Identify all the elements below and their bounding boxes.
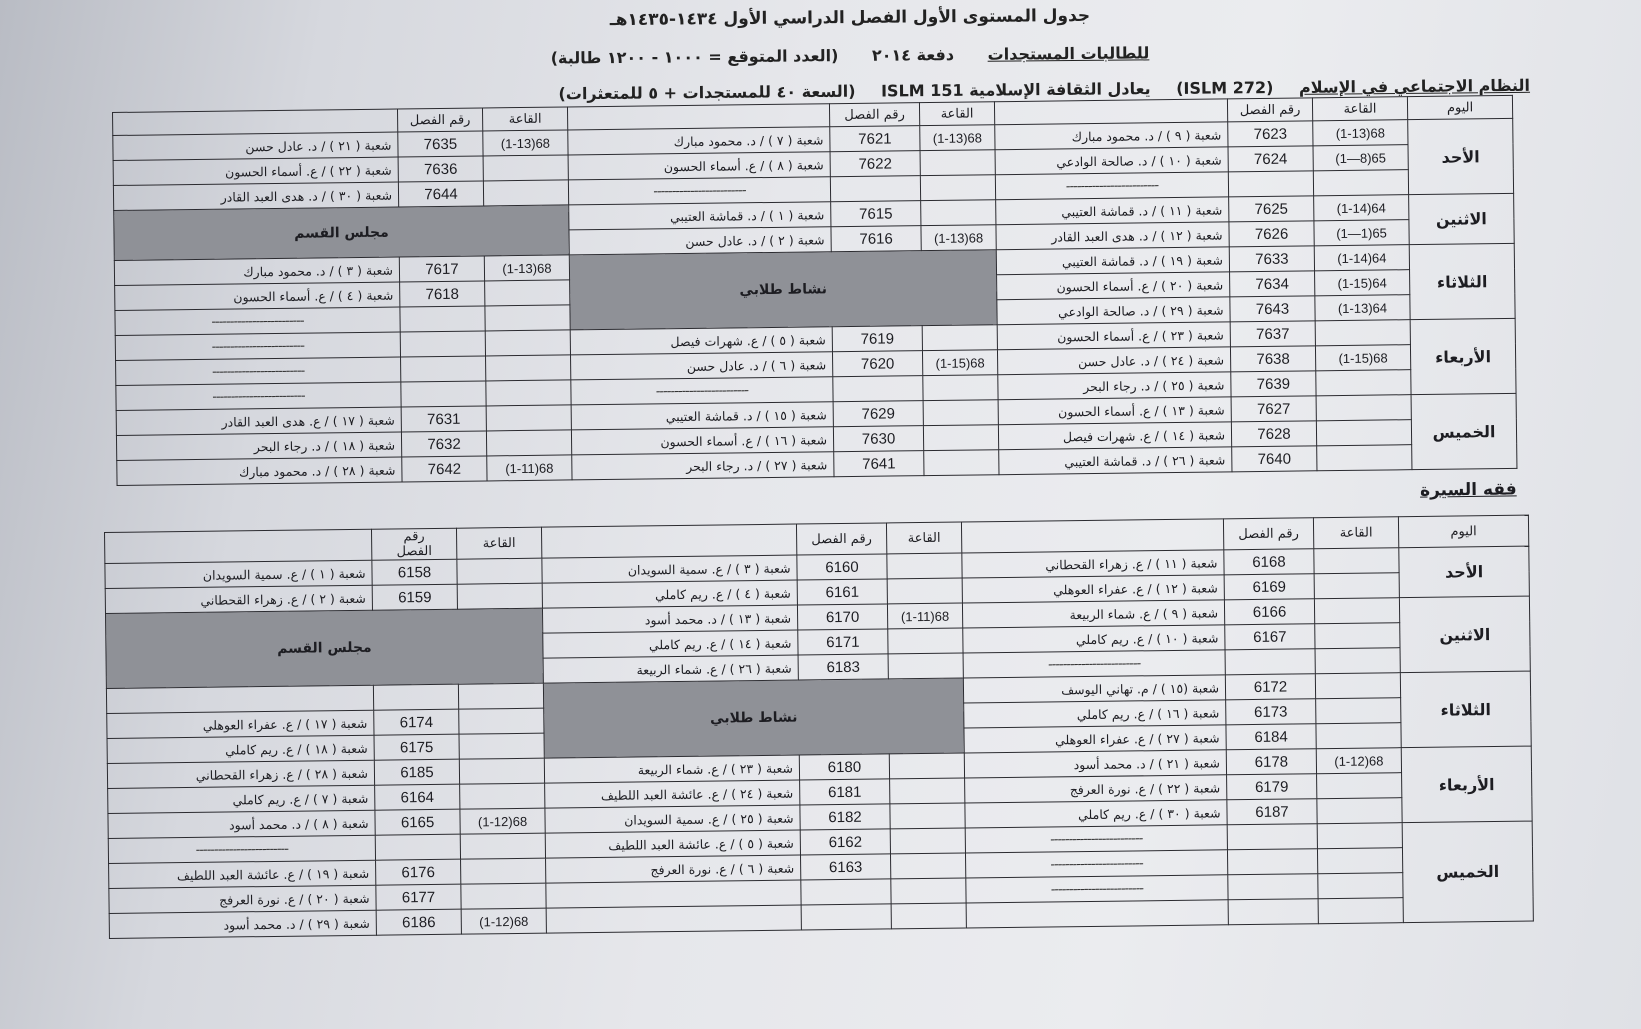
code-cell: 7638: [1230, 346, 1315, 372]
col-code-line2: الفصل: [396, 543, 432, 560]
hall-cell: (1-13)64: [1315, 295, 1410, 321]
section-cell: شعبة ( ٤ ) / ع. ريم كاملي: [542, 580, 797, 608]
code-cell: [830, 176, 920, 202]
code-cell: 7621: [830, 126, 920, 152]
hall-cell: (1-15)64: [1315, 270, 1410, 296]
col-code: رقم الفصل: [397, 108, 482, 132]
code-cell: 7632: [401, 431, 486, 457]
code-cell: 6174: [374, 709, 459, 735]
day-cell: الثلاثاء: [1400, 671, 1531, 748]
code-cell: 7630: [833, 426, 923, 452]
section-cell: شعبة ( ١٠ ) / ع. ريم كاملي: [963, 625, 1225, 653]
code-cell: 6159: [372, 584, 457, 610]
code-cell: 6160: [797, 554, 887, 580]
code-cell: 6166: [1224, 599, 1314, 625]
section-cell: شعبة ( ٥ ) / ع. شهرات فيصل: [570, 327, 832, 355]
section-cell: شعبة ( ٢١ ) / د. محمد أسود: [964, 750, 1226, 778]
section-cell: شعبة ( ٥ ) / ع. عائشة العبد اللطيف: [545, 830, 800, 858]
course1-code: (ISLM 272): [1176, 78, 1274, 98]
code-cell: 6181: [800, 779, 890, 805]
schedule-table-fiqh-seerah: [104, 515, 1534, 939]
hall-cell: (1-13)68: [1313, 120, 1408, 146]
hall-cell: [889, 753, 964, 779]
hall-cell: [1315, 673, 1400, 699]
section-cell: شعبة ( ١٩ ) / ع. عائشة العبد اللطيف: [109, 860, 376, 888]
section-cell: [106, 685, 373, 713]
code-cell: 7617: [399, 256, 484, 282]
hall-cell: (1-14)64: [1314, 245, 1409, 271]
code-cell: 7625: [1229, 196, 1314, 222]
day-cell: الأربعاء: [1401, 746, 1532, 823]
subtitle-line: [300, 41, 1400, 70]
hall-cell: [888, 653, 963, 679]
section-cell: شعبة ( ٢٤ ) / د. عادل حسن: [997, 347, 1230, 375]
section-cell: شعبة ( ٣٠ ) / د. هدى العبد القادر: [113, 182, 398, 210]
code-cell: 7641: [834, 451, 924, 477]
section-cell: شعبة ( ١ ) / ع. سمية السويدان: [105, 560, 372, 588]
col-code: رقم الفصل: [829, 103, 919, 127]
section-cell: شعبة ( ٧ ) / د. محمود مبارك: [568, 127, 830, 155]
hall-cell: [888, 628, 963, 654]
hall-cell: [458, 683, 543, 709]
capacity-note: (السعة ٤٠ للمستجدات + ٥ للمتعثرات): [558, 81, 856, 104]
section-cell: شعبة ( ٢٧ ) / د. رجاء البحر: [572, 452, 834, 480]
hall-cell: [920, 150, 995, 176]
code-cell: 7629: [833, 401, 923, 427]
hall-cell: (1-13)68: [921, 225, 996, 251]
section-cell: شعبة (١٥ ) / م. تهاني اليوسف: [963, 675, 1225, 703]
code-cell: 7633: [1229, 246, 1314, 272]
hall-cell: [459, 733, 544, 759]
hall-cell: [923, 400, 998, 426]
section-cell: شعبة ( ٧ ) / ع. ريم كاملي: [108, 785, 375, 813]
section-cell: شعبة ( ١ ) / د. قماشة العتيبي: [569, 202, 831, 230]
section-cell: شعبة ( ١٤ ) / ع. شهرات فيصل: [998, 422, 1231, 450]
hall-cell: (1-12)68: [461, 908, 546, 934]
code-cell: 7634: [1230, 271, 1315, 297]
section-cell: شعبة ( ٢٢ ) / ع. نورة العرفج: [965, 775, 1227, 803]
code-cell: 6164: [375, 784, 460, 810]
section-cell: شعبة ( ٨ ) / ع. أسماء الحسون: [568, 152, 830, 180]
col-hall: القاعة: [1312, 97, 1407, 121]
hall-cell: [1314, 573, 1399, 599]
section-cell: شعبة ( ٦ ) / د. عادل حسن: [571, 352, 833, 380]
code-cell: 7623: [1228, 121, 1313, 147]
col-section: [105, 529, 372, 563]
code-cell: 6171: [798, 629, 888, 655]
section-cell: شعبة ( ٨ ) / د. محمد أسود: [108, 810, 375, 838]
hall-cell: [890, 853, 965, 879]
col-section: [961, 519, 1223, 553]
code-cell: 7631: [401, 406, 486, 432]
hall-cell: (1—8)65: [1313, 145, 1408, 171]
code-cell: 7637: [1230, 321, 1315, 347]
code-cell: [401, 381, 486, 407]
hall-cell: [1318, 898, 1403, 924]
col-section: [994, 99, 1227, 125]
hall-cell: [1315, 320, 1410, 346]
hall-cell: [922, 325, 997, 351]
department-council-block: مجلس القسم: [114, 205, 570, 261]
code-cell: [375, 834, 460, 860]
section-cell: شعبة ( ١٠ ) / د. صالحة الوادعي: [995, 147, 1228, 175]
code-cell: [1228, 874, 1318, 900]
page-title: جدول المستوى الأول الفصل الدراسي الأول ١٤٣٤-١٤٣٥هـ: [609, 5, 1091, 31]
section-cell: شعبة ( ٢٠ ) / ع. أسماء الحسون: [997, 272, 1230, 300]
code-cell: 6170: [797, 604, 887, 630]
section-cell: شعبة ( ٢٥ ) / د. رجاء البحر: [998, 372, 1231, 400]
code-cell: [373, 684, 458, 710]
code-cell: 7624: [1228, 146, 1313, 172]
section-cell: [546, 880, 801, 908]
hall-cell: [1315, 623, 1400, 649]
empty-section: -------------------------: [966, 875, 1228, 903]
student-activity-block: نشاط طلابي: [543, 678, 964, 758]
col-hall: القاعة: [1313, 517, 1398, 549]
code-cell: 6167: [1225, 624, 1315, 650]
batch-label: دفعة ٢٠١٤: [871, 45, 955, 65]
section-cell: شعبة ( ٢٤ ) / ع. عائشة العبد اللطيف: [545, 780, 800, 808]
day-cell: الأحد: [1399, 546, 1530, 598]
hall-cell: [923, 425, 998, 451]
empty-section: -------------------------: [963, 650, 1225, 678]
code-cell: [1228, 171, 1313, 197]
section-cell: شعبة ( ٢٣ ) / ع. أسماء الحسون: [997, 322, 1230, 350]
section-cell: شعبة ( ١١ ) / د. قماشة العتيبي: [996, 197, 1229, 225]
empty-section: -------------------------: [115, 332, 400, 360]
code-cell: 7636: [398, 156, 483, 182]
course1-equivalent: يعادل الثقافة الإسلامية ISLM 151: [880, 79, 1151, 101]
hall-cell: [923, 375, 998, 401]
hall-cell: [486, 355, 571, 381]
code-cell: [400, 306, 485, 332]
code-cell: 7622: [830, 151, 920, 177]
col-section: [541, 524, 796, 558]
code-cell: 6169: [1224, 574, 1314, 600]
code-cell: 7615: [831, 201, 921, 227]
section-cell: شعبة ( ٢٩ ) / د. صالحة الوادعي: [997, 297, 1230, 325]
hall-cell: [1316, 723, 1401, 749]
section-cell: شعبة ( ١٣ ) / ع. أسماء الحسون: [998, 397, 1231, 425]
hall-cell: [486, 430, 571, 456]
hall-cell: [1317, 848, 1402, 874]
section-cell: [966, 900, 1228, 928]
section-cell: شعبة ( ١٢ ) / د. هدى العبد القادر: [996, 222, 1229, 250]
course1-name: النظام الاجتماعي في الإسلام: [1298, 75, 1531, 97]
hall-cell: [1317, 773, 1402, 799]
code-cell: 7628: [1231, 421, 1316, 447]
section-cell: شعبة ( ٢٧ ) / ع. عفراء العوهلي: [964, 725, 1226, 753]
hall-cell: [1316, 370, 1411, 396]
code-cell: [1228, 899, 1318, 925]
code-cell: 6158: [372, 559, 457, 585]
empty-section: -------------------------: [571, 377, 833, 405]
day-cell: الثلاثاء: [1409, 243, 1515, 319]
code-cell: 6179: [1227, 774, 1317, 800]
code-cell: 6178: [1226, 749, 1316, 775]
day-cell: الأحد: [1408, 118, 1514, 194]
code-cell: 6172: [1225, 674, 1315, 700]
section-cell: شعبة ( ١٨ ) / ع. ريم كاملي: [107, 735, 374, 763]
code-cell: 6184: [1226, 724, 1316, 750]
hall-cell: [887, 578, 962, 604]
hall-cell: [1316, 698, 1401, 724]
hall-cell: [921, 200, 996, 226]
code-cell: 7618: [400, 281, 485, 307]
hall-cell: (1—1)65: [1314, 220, 1409, 246]
code-cell: [801, 879, 891, 905]
section-cell: شعبة ( ٩ ) / د. محمود مبارك: [995, 122, 1228, 150]
empty-section: -------------------------: [115, 307, 400, 335]
col-code-line1: رقم: [403, 529, 425, 545]
code-cell: 6187: [1227, 799, 1317, 825]
code-cell: 7620: [832, 351, 922, 377]
code-cell: [401, 356, 486, 382]
section-cell: شعبة ( ١٧ ) / ع. عفراء العوهلي: [107, 710, 374, 738]
section-cell: شعبة ( ٢٠ ) / ع. نورة العرفج: [109, 885, 376, 913]
col-day: اليوم: [1398, 515, 1528, 548]
empty-section: -------------------------: [116, 357, 401, 385]
code-cell: 7616: [831, 226, 921, 252]
code-cell: 6175: [374, 734, 459, 760]
code-cell: 7639: [1231, 371, 1316, 397]
section-cell: شعبة ( ١٣ ) / د. محمد أسود: [542, 605, 797, 633]
code-cell: 6173: [1226, 699, 1316, 725]
section-cell: شعبة ( ١٧ ) / ع. هدى العبد القادر: [116, 407, 401, 435]
section-cell: شعبة ( ١١ ) / ع. زهراء القحطاني: [962, 550, 1224, 578]
hall-cell: [485, 305, 570, 331]
course2-title: فقه السيرة: [1419, 479, 1517, 501]
hall-cell: [1317, 798, 1402, 824]
hall-cell: [1317, 445, 1412, 471]
code-cell: 6180: [799, 754, 889, 780]
col-hall: القاعة: [886, 522, 961, 554]
hall-cell: (1-13)68: [483, 130, 568, 156]
code-cell: 7626: [1229, 221, 1314, 247]
section-cell: شعبة ( ٢١ ) / د. عادل حسن: [113, 132, 398, 160]
col-code: رقم الفصل: [1227, 98, 1312, 122]
col-code: رقم الفصل: [1223, 518, 1313, 550]
section-cell: شعبة ( ٢٦ ) / ع. شماء الربيعة: [543, 655, 798, 683]
hall-cell: [1316, 420, 1411, 446]
col-code: رقم الفصل: [796, 523, 886, 555]
col-section: [113, 109, 398, 135]
hall-cell: [460, 783, 545, 809]
code-cell: [1225, 649, 1315, 675]
code-cell: 6165: [375, 809, 460, 835]
hall-cell: (1-12)68: [1316, 748, 1401, 774]
day-cell: الخميس: [1411, 393, 1517, 469]
hall-cell: [459, 708, 544, 734]
code-cell: 6177: [376, 884, 461, 910]
empty-section: -------------------------: [568, 177, 830, 205]
code-cell: [801, 904, 891, 930]
col-hall: القاعة: [482, 107, 567, 131]
hall-cell: (1-15)68: [1315, 345, 1410, 371]
section-cell: شعبة ( ٢٥ ) / ع. سمية السويدان: [545, 805, 800, 833]
section-cell: شعبة ( ١٤ ) / ع. ريم كاملي: [543, 630, 798, 658]
hall-cell: [486, 380, 571, 406]
empty-section: -------------------------: [965, 825, 1227, 853]
hall-cell: [1316, 395, 1411, 421]
code-cell: 7640: [1232, 446, 1317, 472]
code-cell: 6161: [797, 579, 887, 605]
col-section: [567, 104, 829, 130]
code-cell: 7619: [832, 326, 922, 352]
hall-cell: [1317, 823, 1402, 849]
code-cell: 7627: [1231, 396, 1316, 422]
col-code: [371, 528, 456, 560]
day-cell: الاثنين: [1399, 596, 1530, 673]
hall-cell: [457, 583, 542, 609]
schedule-table-social-system: [112, 95, 1517, 486]
hall-cell: [459, 758, 544, 784]
section-cell: شعبة ( ١٨ ) / د. رجاء البحر: [116, 432, 401, 460]
code-cell: 6162: [800, 829, 890, 855]
section-cell: شعبة ( ٢ ) / د. عادل حسن: [569, 227, 831, 255]
section-cell: شعبة ( ٢ ) / ع. زهراء القحطاني: [105, 585, 372, 613]
section-cell: شعبة ( ١٦ ) / ع. أسماء الحسون: [571, 427, 833, 455]
section-cell: شعبة ( ٩ ) / ع. شماء الربيعة: [962, 600, 1224, 628]
section-cell: شعبة ( ٢٨ ) / د. محمود مبارك: [117, 457, 402, 485]
code-cell: [1227, 824, 1317, 850]
code-cell: 7643: [1230, 296, 1315, 322]
hall-cell: [1314, 548, 1399, 574]
section-cell: شعبة ( ٢٩ ) / د. محمد أسود: [109, 910, 376, 938]
hall-cell: [1313, 170, 1408, 196]
empty-section: -------------------------: [116, 382, 401, 410]
hall-cell: [887, 553, 962, 579]
code-cell: 7644: [398, 181, 483, 207]
hall-cell: (1-11)68: [887, 603, 962, 629]
hall-cell: [461, 858, 546, 884]
code-cell: [833, 376, 923, 402]
code-cell: 6163: [800, 854, 890, 880]
hall-cell: [890, 803, 965, 829]
section-cell: شعبة ( ٢٨ ) / ع. زهراء القحطاني: [107, 760, 374, 788]
code-cell: 6185: [374, 759, 459, 785]
section-cell: شعبة ( ٦ ) / ع. نورة العرفج: [546, 855, 801, 883]
section-cell: [546, 905, 801, 933]
hall-cell: [924, 450, 999, 476]
day-cell: الاثنين: [1409, 193, 1515, 244]
hall-cell: (1-14)64: [1314, 195, 1409, 221]
hall-cell: [486, 405, 571, 431]
section-cell: شعبة ( ١٥ ) / د. قماشة العتيبي: [571, 402, 833, 430]
code-cell: 6168: [1224, 549, 1314, 575]
expected-count: (العدد المتوقع = ١٠٠٠ - ١٢٠٠ طالبة): [550, 46, 839, 68]
col-day: اليوم: [1407, 95, 1512, 119]
hall-cell: (1-13)68: [920, 125, 995, 151]
code-cell: 6182: [800, 804, 890, 830]
col-hall: القاعة: [919, 102, 994, 126]
hall-cell: [890, 828, 965, 854]
empty-section: -------------------------: [995, 172, 1228, 200]
hall-cell: [920, 175, 995, 201]
empty-section: -------------------------: [108, 835, 375, 863]
section-cell: شعبة ( ٣ ) / ع. سمية السويدان: [542, 555, 797, 583]
empty-section: -------------------------: [965, 850, 1227, 878]
section-cell: شعبة ( ١٦ ) / ع. ريم كاملي: [964, 700, 1226, 728]
hall-cell: [457, 558, 542, 584]
hall-cell: [460, 833, 545, 859]
code-cell: 6183: [798, 654, 888, 680]
hall-cell: [483, 155, 568, 181]
hall-cell: [1314, 598, 1399, 624]
hall-cell: (1-11)68: [487, 455, 572, 481]
hall-cell: [483, 180, 568, 206]
section-cell: شعبة ( ٣ ) / د. محمود مبارك: [114, 257, 399, 285]
hall-cell: (1-15)68: [922, 350, 997, 376]
hall-cell: [485, 280, 570, 306]
audience-label: للطالبات المستجدات: [987, 43, 1150, 64]
section-cell: شعبة ( ٢٦ ) / د. قماشة العتيبي: [999, 447, 1232, 475]
day-cell: الخميس: [1402, 821, 1533, 923]
section-cell: شعبة ( ١٢ ) / ع. عفراء العوهلي: [962, 575, 1224, 603]
code-cell: 7635: [398, 131, 483, 157]
hall-cell: [890, 778, 965, 804]
hall-cell: [461, 883, 546, 909]
code-cell: 6176: [376, 859, 461, 885]
department-council-block: مجلس القسم: [105, 608, 543, 688]
section-cell: شعبة ( ١٩ ) / د. قماشة العتيبي: [996, 247, 1229, 275]
day-cell: الأربعاء: [1410, 318, 1516, 394]
col-hall: القاعة: [456, 527, 541, 559]
code-cell: [1227, 849, 1317, 875]
code-cell: 7642: [402, 456, 487, 482]
hall-cell: [1315, 648, 1400, 674]
hall-cell: (1-12)68: [460, 808, 545, 834]
code-cell: [400, 331, 485, 357]
section-cell: شعبة ( ٢٢ ) / ع. أسماء الحسون: [113, 157, 398, 185]
hall-cell: (1-13)68: [484, 255, 569, 281]
hall-cell: [1318, 873, 1403, 899]
section-cell: شعبة ( ٣٠ ) / ع. ريم كاملي: [965, 800, 1227, 828]
hall-cell: [891, 878, 966, 904]
section-cell: شعبة ( ٤ ) / ع. أسماء الحسون: [115, 282, 400, 310]
student-activity-block: نشاط طلابي: [569, 250, 997, 330]
hall-cell: [891, 903, 966, 929]
code-cell: 6186: [376, 909, 461, 935]
section-cell: شعبة ( ٢٣ ) / ع. شماء الربيعة: [544, 755, 799, 783]
hall-cell: [485, 330, 570, 356]
